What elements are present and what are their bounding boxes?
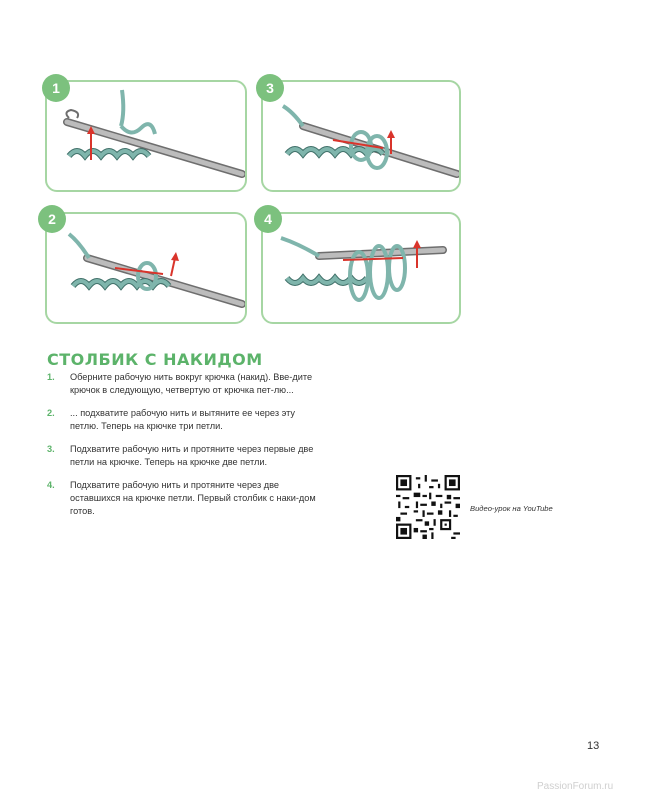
steps-list	[47, 371, 317, 528]
step-badge-3: 3	[256, 74, 284, 102]
step-badge-2: 2	[38, 205, 66, 233]
illustration-panel-2	[45, 212, 247, 324]
illustration-panel-4	[261, 212, 461, 324]
step-number: 1.	[47, 372, 55, 382]
crochet-step-2-illustration	[47, 214, 245, 322]
step-number: 4.	[47, 480, 55, 490]
step-text: ... подхватите рабочую нить и вытяните ее через эту петлю. Теперь на крючке три петли.	[70, 408, 295, 431]
section-title: СТОЛБИК С НАКИДОМ	[47, 350, 263, 369]
step-item	[47, 371, 317, 397]
crochet-step-1-illustration	[47, 82, 245, 190]
page-number: 13	[587, 740, 600, 752]
step-item	[47, 443, 317, 469]
step-number: 2.	[47, 408, 55, 418]
step-badge-4: 4	[254, 205, 282, 233]
step-text: Подхватите рабочую нить и протяните через первые две петли на крючке. Теперь на крючке две петли.	[70, 444, 314, 467]
step-item	[47, 407, 317, 433]
step-badge-1: 1	[42, 74, 70, 102]
watermark: PassionForum.ru	[537, 781, 614, 792]
crochet-step-3-illustration	[263, 82, 459, 190]
step-item	[47, 479, 317, 518]
step-text: Оберните рабочую нить вокруг крючка (накид). Вве-дите крючок в следующую, четвертую от крючка пет-лю...	[70, 372, 313, 395]
qr-code-icon[interactable]	[396, 475, 460, 539]
illustration-panel-1	[45, 80, 247, 192]
step-number: 3.	[47, 444, 55, 454]
qr-caption: Видео-урок на YouTube	[470, 504, 553, 513]
illustration-panel-3	[261, 80, 461, 192]
step-text: Подхватите рабочую нить и протяните через две оставшихся на крючке петли. Первый столбик с наки-дом готов.	[70, 480, 316, 516]
crochet-step-4-illustration	[263, 214, 459, 322]
